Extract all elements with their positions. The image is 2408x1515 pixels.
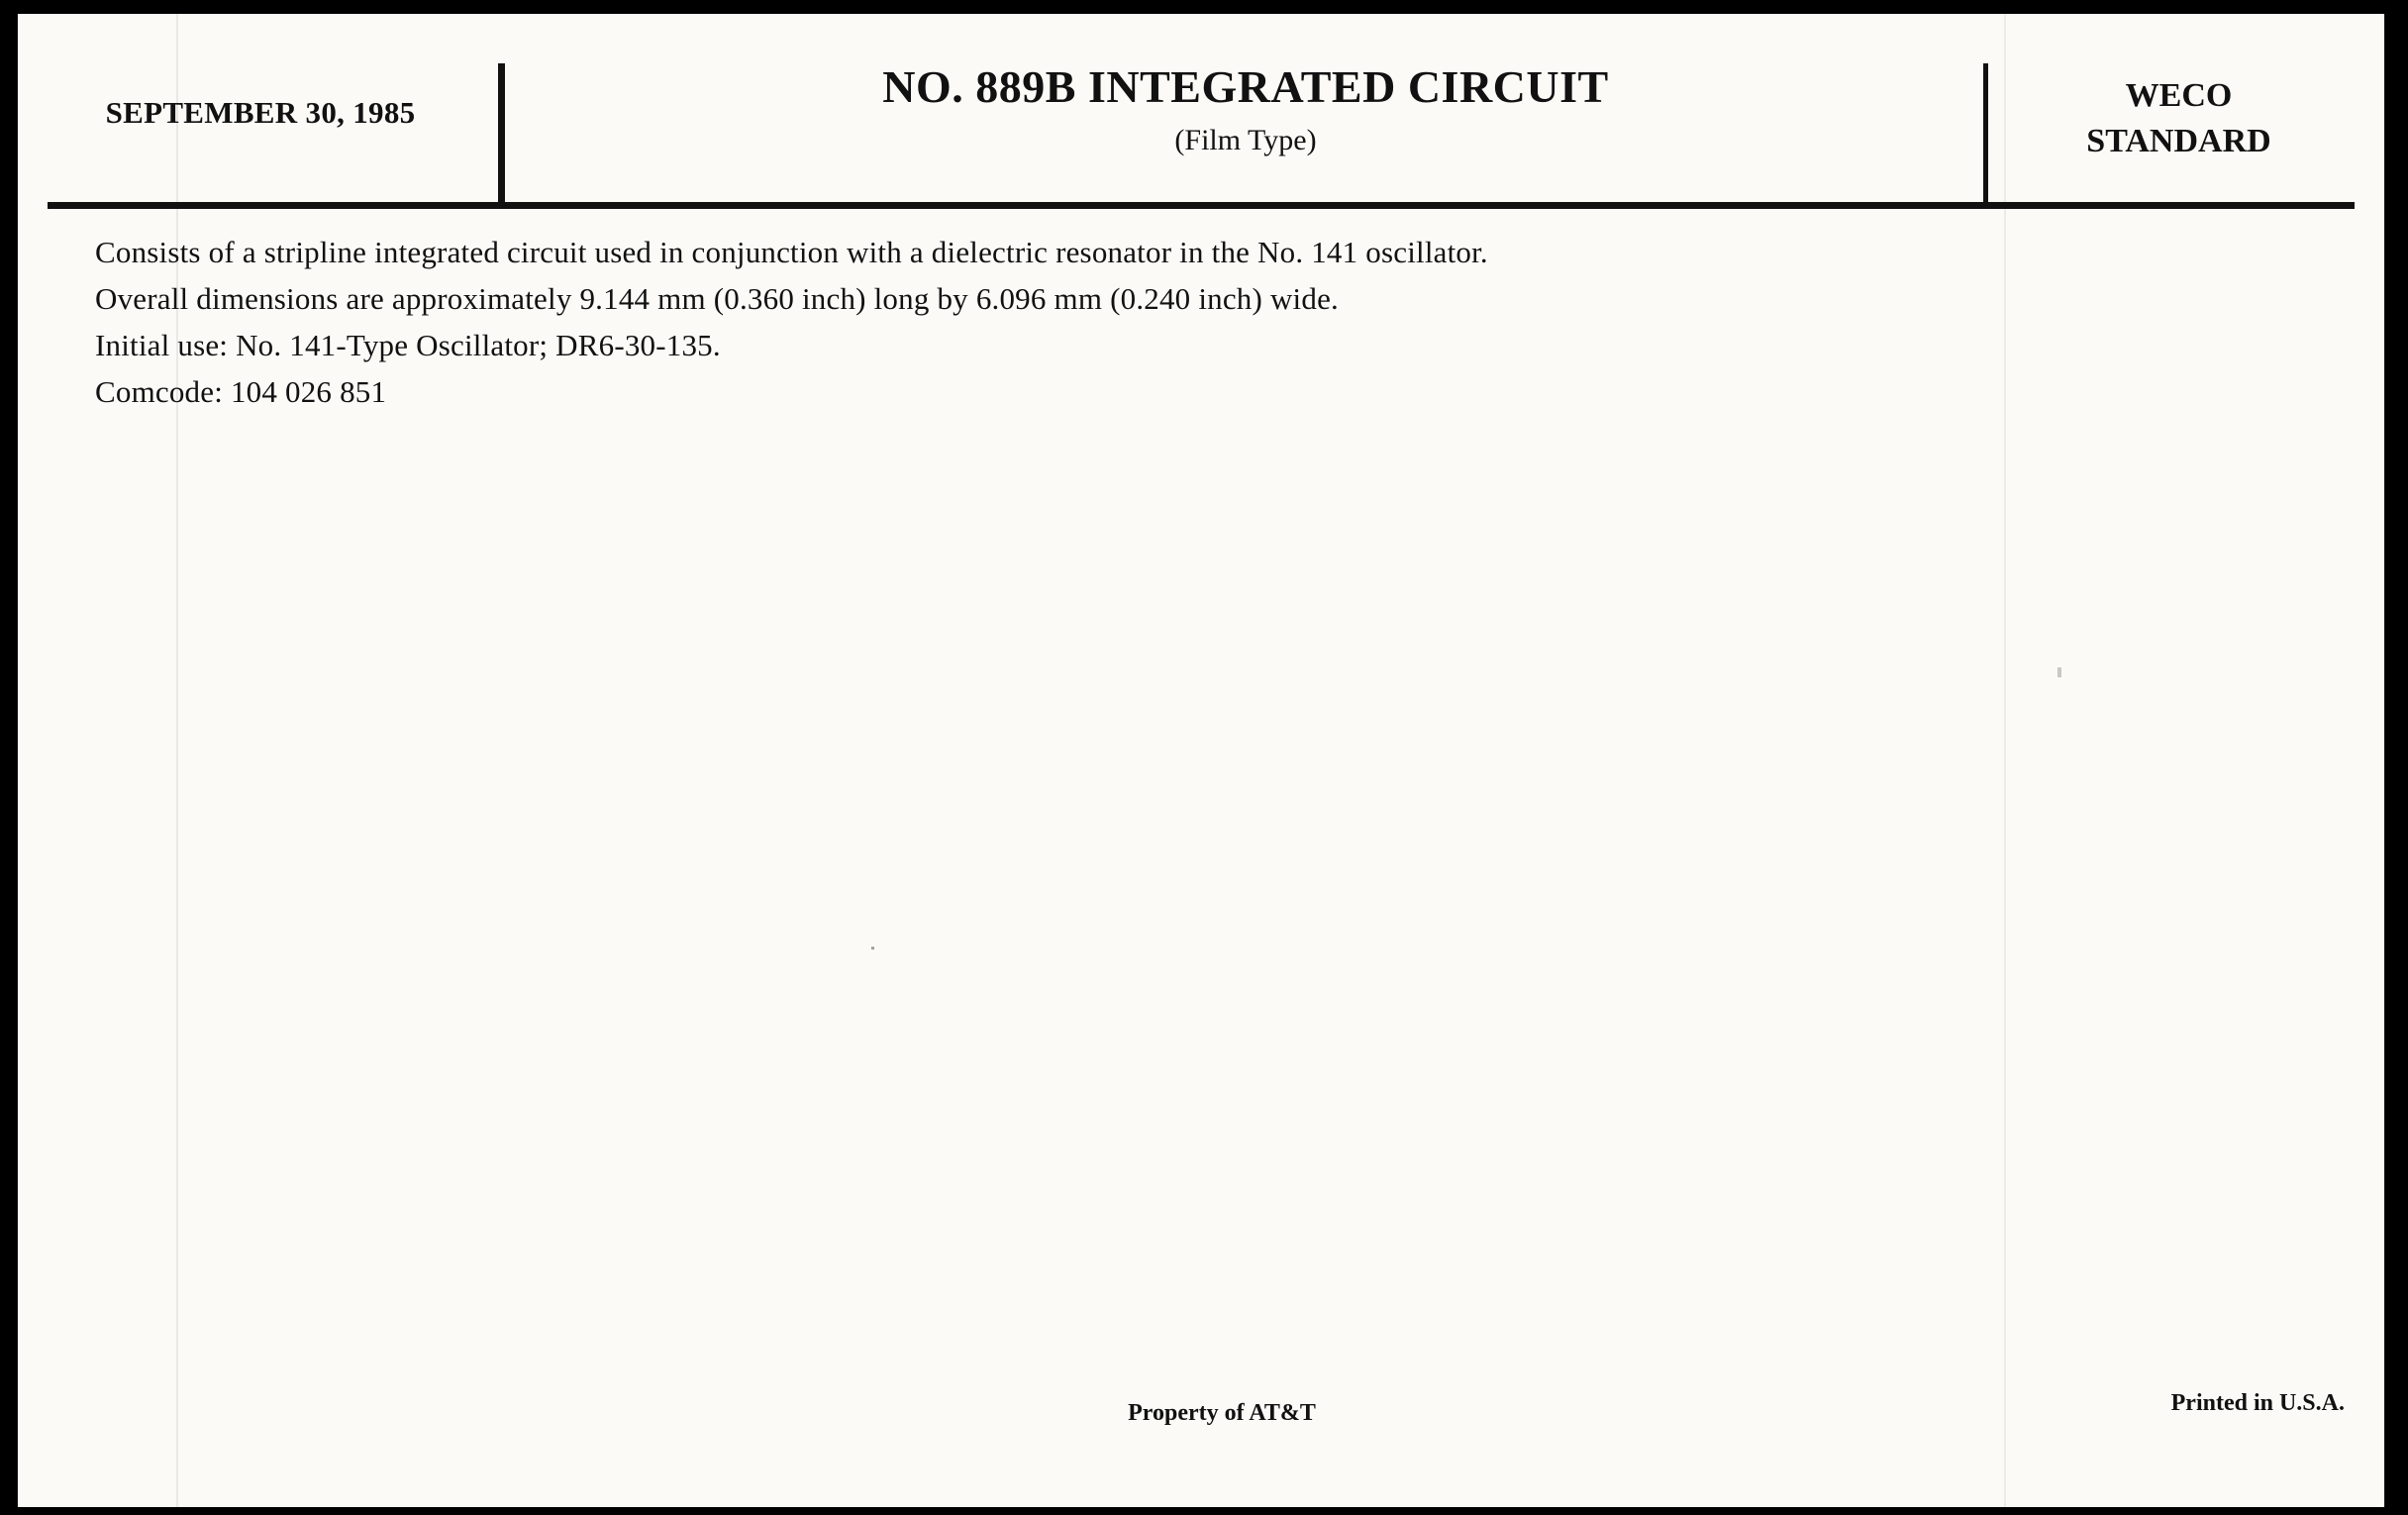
document-header [48,44,2355,182]
body-line: Overall dimensions are approximately 9.144 mm (0.360 inch) long by 6.096 mm (0.240 inch) wide. [95,281,1339,316]
body-line: Initial use: No. 141-Type Oscillator; DR6-30-135. [95,328,721,362]
header-bottom-rule [48,202,2355,209]
page-subtitle: (Film Type) [1174,123,1317,156]
header-date: SEPTEMBER 30, 1985 [105,95,416,130]
standard-label-line2: STANDARD [2086,122,2271,159]
header-divider-left [498,63,505,202]
scan-edge-top [0,0,2408,14]
footer-printed-text: Printed in U.S.A. [2170,1390,2345,1416]
header-divider-right [1983,63,1988,202]
standard-label [2003,73,2355,164]
body-line: Comcode: 104 026 851 [95,374,387,409]
header-title-block [513,61,1978,157]
page-title: NO. 889B INTEGRATED CIRCUIT [882,61,1609,112]
scan-edge-bottom [0,1507,2408,1515]
standard-label-line1: WECO [2125,77,2233,114]
scan-speck [871,947,874,950]
footer-property-text: Property of AT&T [1128,1400,1316,1426]
scan-speck [2057,667,2061,677]
body-line: Consists of a stripline integrated circuit used in conjunction with a dielectric resonator in the No. 141 oscillator. [95,235,1488,269]
document-body [95,230,2194,416]
document-page [18,14,2384,1507]
